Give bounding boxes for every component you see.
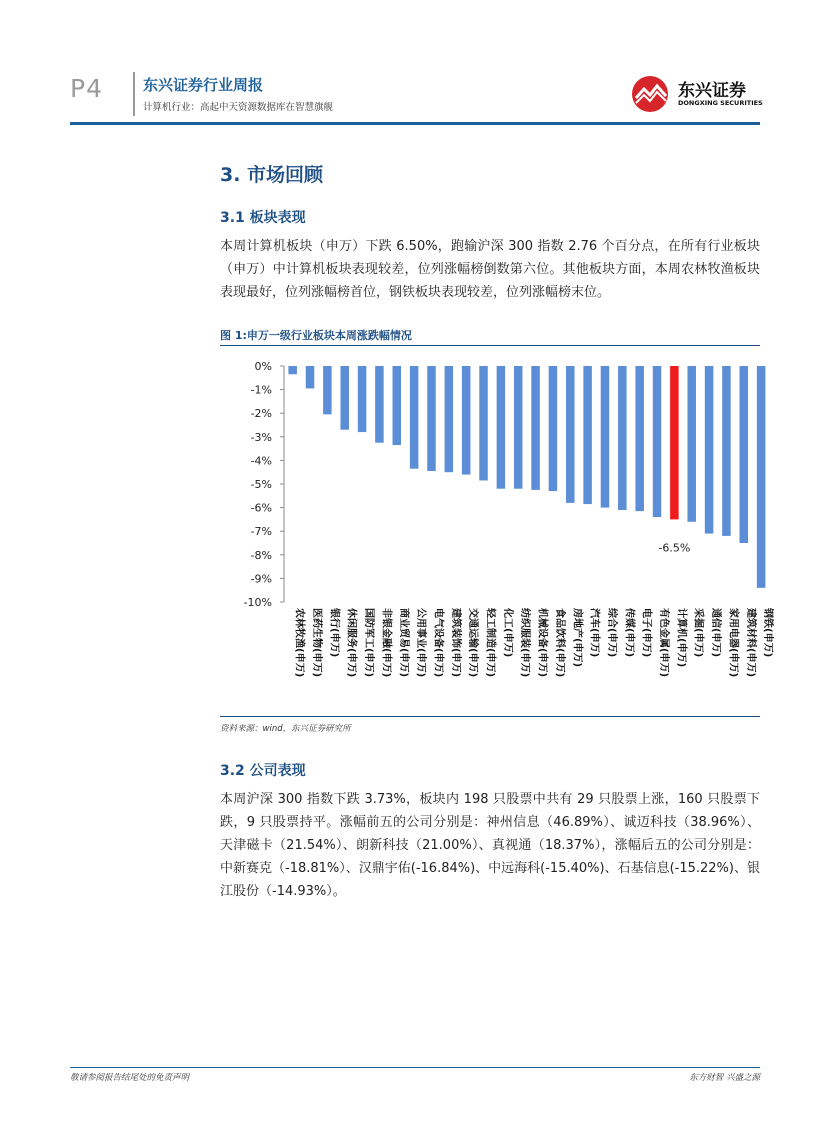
x-category-label: 家用电器(申万): [727, 608, 739, 678]
x-category-label: 机械设备(申万): [536, 608, 548, 678]
x-category-label: 计算机(申万): [675, 608, 687, 668]
figure-top-rule: [220, 345, 760, 346]
y-tick-label: -8%: [250, 548, 272, 562]
bar: [740, 366, 749, 543]
x-category-label: 化工(申万): [501, 608, 513, 658]
x-category-label: 建筑装饰(申万): [449, 608, 461, 678]
bar: [340, 366, 349, 430]
x-category-labels: [294, 607, 775, 677]
section-heading: 3. 市场回顾: [220, 164, 324, 186]
x-category-label: 交通运输(申万): [467, 608, 479, 678]
bar-highlight: [670, 366, 679, 519]
bar: [705, 366, 714, 534]
x-category-label: 钢铁(申万): [762, 608, 774, 658]
bar: [427, 366, 436, 471]
y-tick-label: -3%: [250, 430, 272, 444]
bar: [288, 366, 297, 374]
page-number: P4: [70, 74, 103, 103]
company-logo: [630, 74, 763, 114]
bar: [514, 366, 523, 489]
bar: [479, 366, 488, 480]
bar: [531, 366, 540, 490]
x-category-label: 商业贸易(申万): [397, 608, 409, 678]
x-category-label: 采掘(申万): [692, 608, 704, 658]
figure-bottom-rule: [220, 716, 760, 717]
bar: [445, 366, 454, 472]
x-category-label: 非银金融(申万): [380, 608, 392, 678]
bar: [635, 366, 644, 511]
y-tick-label: -2%: [250, 407, 272, 421]
bar: [757, 366, 766, 588]
subsection-heading-sector: 3.1 板块表现: [220, 210, 306, 226]
bar: [358, 366, 367, 432]
x-category-label: 银行(申万): [328, 608, 340, 658]
figure-title: 图 1:申万一级行业板块本周涨跌幅情况: [220, 329, 412, 342]
y-tick-label: -9%: [250, 572, 272, 586]
bar: [566, 366, 575, 503]
x-category-label: 国防军工(申万): [363, 608, 375, 678]
x-category-label: 有色金属(申万): [658, 608, 670, 678]
x-category-label: 电气设备(申万): [432, 608, 444, 678]
logo-english: DONGXING SECURITIES: [678, 99, 763, 107]
x-category-label: 医药生物(申万): [311, 608, 323, 678]
company-paragraph: 本周沪深 300 指数下跌 3.73%，板块内 198 只股票中共有 29 只股票上涨，160 只股票下跌，9 只股票持平。涨幅前五的公司分别是：神州信息（46.89%）、诚迈科技（38.96%）、天津磁卡（21.54%）、朗新科技（21.00%）、真视通（18.37%），涨幅后五的公司分别是：中新赛克（-18.81%）、汉鼎宇佑(-16.84%)、中远海科(-15.40%)、石基信息(-15.22%)、银江股份（-14.93%）。: [220, 792, 760, 899]
bar: [687, 366, 696, 522]
bars: [288, 366, 765, 588]
x-category-label: 建筑材料(申万): [744, 608, 756, 678]
x-category-label: 综合(申万): [605, 608, 617, 658]
y-tick-label: 0%: [254, 360, 272, 373]
x-category-label: 通信(申万): [710, 608, 722, 658]
bar: [323, 366, 332, 414]
logo-name: 东兴证券: [678, 81, 746, 101]
y-tick-label: -10%: [243, 596, 272, 609]
sector-paragraph: 本周计算机板块（申万）下跌 6.50%，跑输沪深 300 指数 2.76 个百分点，在所有行业板块（申万）中计算机板块表现较差，位列涨幅榜倒数第六位。其他板块方面，本周农林牧渔板块表现最好，位列涨幅榜首位，钢铁板块表现较差，位列涨幅榜末位。: [220, 239, 760, 300]
footer-slogan: 东方财智 兴盛之源: [689, 1073, 760, 1083]
report-subtitle: 计算机行业：高起中天资源数据库在智慧旗舰: [143, 102, 334, 113]
header-divider: [133, 72, 135, 116]
bar: [497, 366, 506, 489]
y-tick-label: -7%: [250, 525, 272, 539]
y-tick-label: -1%: [250, 383, 272, 397]
bar: [549, 366, 558, 491]
footer-rule: [70, 1067, 760, 1068]
bar: [601, 366, 610, 508]
subsection-heading-company: 3.2 公司表现: [220, 763, 306, 779]
y-tick-label: -4%: [250, 454, 272, 468]
bar: [410, 366, 419, 469]
bar: [375, 366, 384, 443]
y-tick-label: -5%: [250, 478, 272, 491]
sector-bar-chart: [220, 350, 774, 715]
bar: [722, 366, 731, 536]
x-category-label: 房地产(申万): [571, 608, 583, 668]
x-category-label: 纺织服装(申万): [519, 608, 531, 678]
x-category-label: 农林牧渔(申万): [293, 608, 305, 678]
bar: [653, 366, 662, 517]
highlight-data-label: -6.5%: [658, 541, 691, 555]
logo-mark-icon: [630, 74, 674, 114]
bar: [462, 366, 471, 475]
bar: [306, 366, 315, 388]
x-category-label: 公用事业(申万): [415, 608, 427, 678]
report-title: 东兴证券行业周报: [143, 76, 264, 94]
y-tick-label: -6%: [250, 501, 272, 515]
x-category-label: 轻工制造(申万): [484, 608, 496, 678]
footer-disclaimer: 敬请参阅报告结尾处的免责声明: [70, 1073, 190, 1083]
figure-source: 资料来源：wind，东兴证券研究所: [220, 724, 351, 734]
x-category-label: 休闲服务(申万): [345, 608, 357, 678]
header-rule: [70, 122, 760, 125]
x-category-label: 汽车(申万): [588, 608, 600, 658]
x-category-label: 食品饮料(申万): [553, 608, 565, 678]
bar: [583, 366, 592, 504]
bar: [393, 366, 402, 445]
x-category-label: 传媒(申万): [623, 608, 635, 658]
x-category-label: 电子(申万): [640, 608, 652, 658]
y-tick-labels: [244, 360, 284, 609]
bar: [618, 366, 627, 510]
